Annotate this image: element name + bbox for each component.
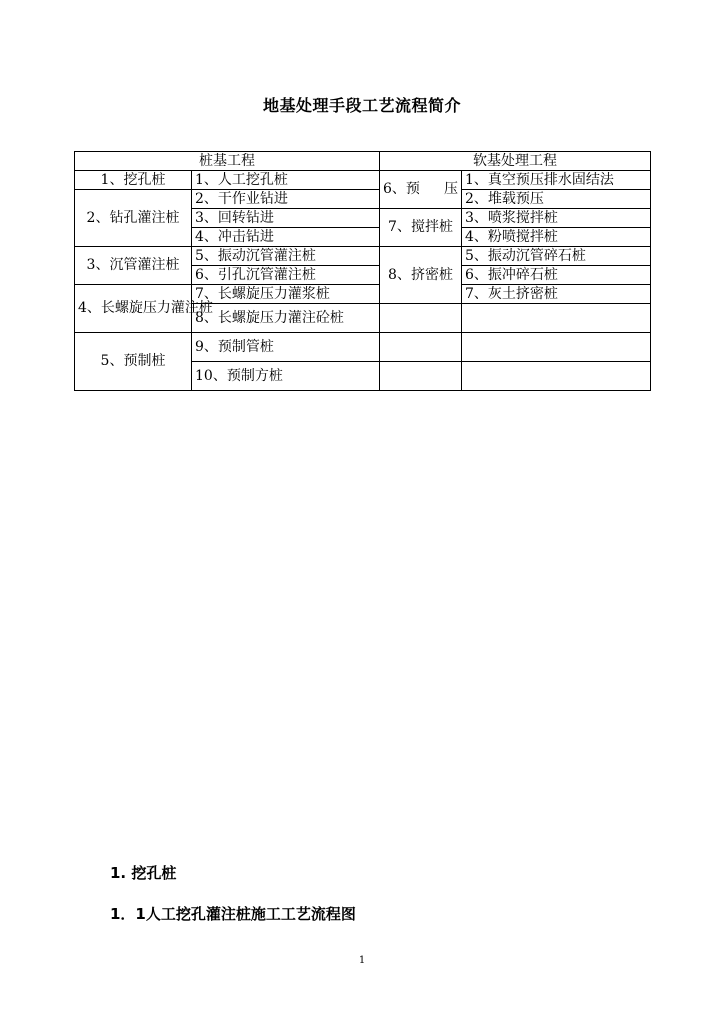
table-row	[75, 333, 651, 362]
pile-item: 4、冲击钻进	[192, 228, 380, 247]
pile-category-bored: 2、钻孔灌注桩	[75, 190, 192, 247]
soft-category-preload-a: 6、预	[383, 181, 420, 198]
table-row	[75, 285, 651, 304]
header-soft-foundation: 软基处理工程	[380, 152, 651, 171]
table-row	[75, 247, 651, 266]
soft-item: 5、振动沉管碎石桩	[462, 247, 651, 266]
table-row	[75, 190, 651, 209]
soft-item: 7、灰土挤密桩	[462, 285, 651, 304]
method-table	[74, 151, 651, 391]
header-pile-foundation: 桩基工程	[75, 152, 380, 171]
section-heading: 1. 挖孔桩	[110, 864, 177, 882]
soft-category-mixing: 7、搅拌桩	[380, 209, 462, 247]
soft-category-compaction: 8、挤密桩	[380, 247, 462, 304]
soft-item: 1、真空预压排水固结法	[462, 171, 651, 190]
pile-item: 10、预制方桩	[192, 362, 380, 391]
pile-item: 1、人工挖孔桩	[192, 171, 380, 190]
pile-item: 7、长螺旋压力灌浆桩	[192, 285, 380, 304]
soft-item: 4、粉喷搅拌桩	[462, 228, 651, 247]
soft-category-preload	[380, 171, 462, 209]
empty-cell	[462, 304, 651, 333]
empty-cell	[462, 362, 651, 391]
document-title: 地基处理手段工艺流程简介	[262, 96, 461, 115]
pile-item: 5、振动沉管灌注桩	[192, 247, 380, 266]
soft-item: 2、堆载预压	[462, 190, 651, 209]
empty-cell	[380, 362, 462, 391]
pile-item: 9、预制管桩	[192, 333, 380, 362]
table-header-row	[75, 152, 651, 171]
subsection-heading: 1．1人工挖孔灌注桩施工工艺流程图	[110, 905, 356, 923]
soft-item: 3、喷浆搅拌桩	[462, 209, 651, 228]
pile-category-precast: 5、预制桩	[75, 333, 192, 391]
pile-category-cfa: 4、长螺旋压力灌注桩	[75, 285, 192, 333]
soft-category-preload-b: 压	[444, 181, 458, 198]
pile-item: 2、干作业钻进	[192, 190, 380, 209]
pile-category-sunk: 3、沉管灌注桩	[75, 247, 192, 285]
pile-item: 8、长螺旋压力灌注砼桩	[192, 304, 380, 333]
empty-cell	[462, 333, 651, 362]
page-number: 1	[358, 955, 366, 966]
table-row	[75, 171, 651, 190]
empty-cell	[380, 333, 462, 362]
soft-item: 6、振冲碎石桩	[462, 266, 651, 285]
pile-item: 3、回转钻进	[192, 209, 380, 228]
empty-cell	[380, 304, 462, 333]
pile-category-dug: 1、挖孔桩	[75, 171, 192, 190]
pile-item: 6、引孔沉管灌注桩	[192, 266, 380, 285]
